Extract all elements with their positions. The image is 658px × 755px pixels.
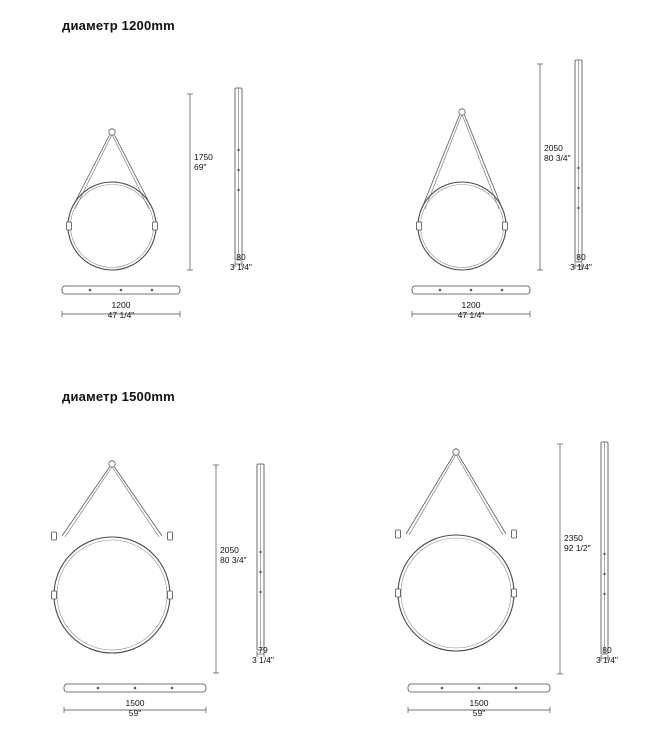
label-depth-79: 79 3 1/4" (252, 645, 274, 665)
figure-1500-short-side (250, 460, 276, 660)
label-depth-80-c: 80 3 1/4" (596, 645, 618, 665)
label-height-2050-a: 2050 80 3/4" (544, 143, 571, 163)
label-height-2350: 2350 92 1/2" (564, 533, 591, 553)
label-depth-80-b: 80 3 1/4" (570, 252, 592, 272)
figure-1200-tall-side (568, 56, 594, 272)
figure-1500-tall-side (594, 438, 620, 664)
label-diameter-1500-b: 1500 59" (469, 698, 489, 718)
label-diameter-1500-a: 1500 59" (125, 698, 145, 718)
figure-1500-short-front (46, 440, 226, 690)
dimension-line-2350 (556, 442, 570, 676)
label-height-2050-b: 2050 80 3/4" (220, 545, 247, 565)
figure-1500-tall-front (390, 428, 570, 690)
section-title-1500: диаметр 1500mm (62, 389, 175, 404)
label-diameter-1200-b: 1200 47 1/4" (457, 300, 485, 320)
label-diameter-1200-a: 1200 47 1/4" (107, 300, 135, 320)
section-title-1200: диаметр 1200mm (62, 18, 175, 33)
figure-1200-short-side (228, 84, 254, 270)
dimension-line-2050-a (536, 62, 550, 272)
dimension-line-1750 (186, 92, 200, 272)
dimension-line-2050-b (212, 463, 226, 675)
label-depth-80-a: 80 3 1/4" (230, 252, 252, 272)
label-height-1750: 1750 69" (194, 152, 213, 172)
